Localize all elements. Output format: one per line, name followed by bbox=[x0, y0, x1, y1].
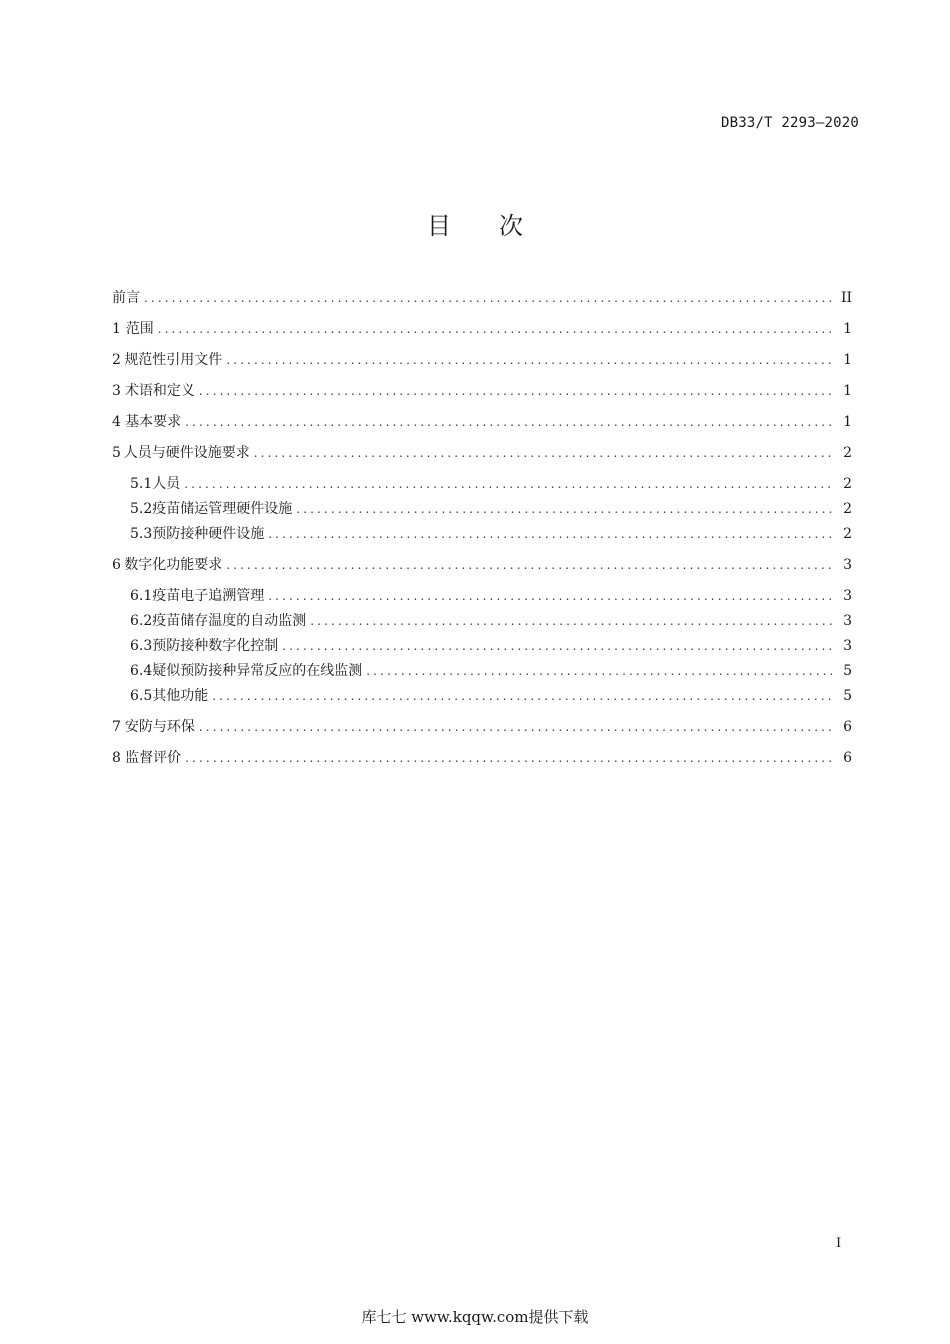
toc-entry-label: 规范性引用文件 bbox=[124, 352, 223, 368]
toc-entry[interactable] bbox=[112, 715, 852, 739]
toc-entry[interactable] bbox=[112, 317, 852, 341]
page-title: 目次 bbox=[427, 212, 571, 240]
toc-entry-number: 6.5 bbox=[130, 688, 153, 704]
toc-entry-page: 5 bbox=[843, 688, 852, 704]
toc-entry[interactable] bbox=[112, 472, 852, 497]
toc-leader-dots bbox=[199, 715, 832, 739]
toc-entry[interactable] bbox=[112, 584, 852, 609]
toc-entry-page: 6 bbox=[843, 750, 852, 766]
toc-entry[interactable] bbox=[112, 659, 852, 684]
toc-entry-page: 2 bbox=[843, 476, 852, 492]
toc-entry[interactable] bbox=[112, 553, 852, 577]
toc-entry-number: 6.4 bbox=[130, 663, 153, 679]
toc-entry-page: 6 bbox=[843, 719, 852, 735]
toc-entry-label: 其他功能 bbox=[152, 688, 209, 704]
toc-entry[interactable] bbox=[112, 746, 852, 770]
toc-entry-page: 3 bbox=[843, 588, 852, 604]
toc-entry-label: 数字化功能要求 bbox=[124, 557, 223, 573]
toc-entry-number: 6 bbox=[112, 557, 121, 573]
toc-entry[interactable] bbox=[112, 379, 852, 403]
toc-entry[interactable] bbox=[112, 441, 852, 465]
toc-leader-dots bbox=[226, 553, 832, 577]
toc-entry-page: 1 bbox=[843, 414, 852, 430]
toc-entry[interactable] bbox=[112, 286, 852, 310]
toc-entry-label: 预防接种数字化控制 bbox=[152, 638, 279, 654]
download-watermark: 库七七 www.kqqw.com提供下载 bbox=[361, 1308, 589, 1326]
toc-entry-page: 1 bbox=[843, 352, 852, 368]
toc-entry-number: 8 bbox=[112, 750, 121, 766]
toc-entry[interactable] bbox=[112, 522, 852, 547]
toc-leader-dots bbox=[212, 684, 832, 709]
toc-entry-number: 2 bbox=[112, 352, 121, 368]
toc-leader-dots bbox=[199, 379, 832, 403]
toc-entry-number: 3 bbox=[112, 383, 121, 399]
toc-entry-page: 5 bbox=[843, 663, 852, 679]
toc-leader-dots bbox=[144, 286, 832, 310]
toc-entry-page: 2 bbox=[843, 526, 852, 542]
toc-leader-dots bbox=[185, 410, 832, 434]
toc-entry-page: 2 bbox=[843, 501, 852, 517]
toc-entry[interactable] bbox=[112, 634, 852, 659]
toc-leader-dots bbox=[226, 348, 832, 372]
toc-entry-number: 1 bbox=[112, 321, 121, 337]
toc-leader-dots bbox=[268, 522, 832, 547]
toc-leader-dots bbox=[158, 317, 832, 341]
toc-entry-page: 1 bbox=[843, 321, 852, 337]
toc-entry-label: 安防与环保 bbox=[124, 719, 195, 735]
toc-entry[interactable] bbox=[112, 609, 852, 634]
toc-entry-label: 预防接种硬件设施 bbox=[152, 526, 265, 542]
toc-entry-label: 范围 bbox=[125, 321, 154, 337]
toc-entry-page: 3 bbox=[843, 557, 852, 573]
toc-entry-number: 5.2 bbox=[130, 501, 153, 517]
toc-leader-dots bbox=[254, 441, 832, 465]
toc-entry-label: 疫苗储运管理硬件设施 bbox=[152, 501, 293, 517]
toc-entry[interactable] bbox=[112, 684, 852, 709]
toc-leader-dots bbox=[185, 746, 832, 770]
toc-entry-number: 5.3 bbox=[130, 526, 153, 542]
toc-entry-label: 术语和定义 bbox=[124, 383, 195, 399]
page-number: I bbox=[836, 1236, 842, 1251]
toc-leader-dots bbox=[366, 659, 832, 684]
document-code: DB33/T 2293—2020 bbox=[720, 115, 859, 131]
toc-entry-number: 6.3 bbox=[130, 638, 153, 654]
toc-entry-label: 疑似预防接种异常反应的在线监测 bbox=[152, 663, 363, 679]
toc-entry[interactable] bbox=[112, 497, 852, 522]
toc-entry-label: 人员 bbox=[152, 476, 181, 492]
toc-leader-dots bbox=[184, 472, 832, 497]
toc-entry-number: 4 bbox=[112, 414, 121, 430]
toc-entry-page: II bbox=[840, 290, 852, 306]
toc-entry-label: 疫苗储存温度的自动监测 bbox=[152, 613, 307, 629]
toc-leader-dots bbox=[282, 634, 832, 659]
toc-entry-label: 基本要求 bbox=[125, 414, 182, 430]
toc-entry-label: 人员与硬件设施要求 bbox=[123, 445, 250, 461]
toc-entry-page: 1 bbox=[843, 383, 852, 399]
toc-entry[interactable] bbox=[112, 348, 852, 372]
toc-entry-page: 3 bbox=[843, 638, 852, 654]
toc-entry-number: 6.1 bbox=[130, 588, 153, 604]
toc-entry-page: 3 bbox=[843, 613, 852, 629]
toc-entry-number: 5.1 bbox=[130, 476, 153, 492]
toc-leader-dots bbox=[310, 609, 832, 634]
toc-entry[interactable] bbox=[112, 410, 852, 434]
toc-entry-number: 7 bbox=[112, 719, 121, 735]
toc-entry-page: 2 bbox=[843, 445, 852, 461]
toc-entry-label: 前言 bbox=[112, 290, 140, 306]
toc-leader-dots bbox=[268, 584, 832, 609]
toc-leader-dots bbox=[296, 497, 832, 522]
toc-entry-number: 5 bbox=[112, 445, 121, 461]
toc-entry-label: 监督评价 bbox=[125, 750, 182, 766]
toc-entry-label: 疫苗电子追溯管理 bbox=[152, 588, 265, 604]
toc-entry-number: 6.2 bbox=[130, 613, 153, 629]
